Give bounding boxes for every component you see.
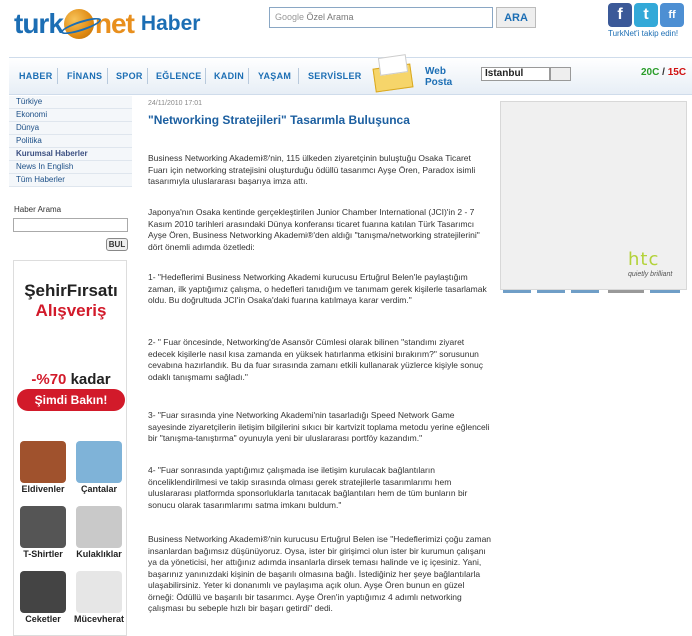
webposta-line1: Web: [425, 66, 446, 77]
news-search-button[interactable]: BUL: [106, 238, 128, 251]
category-list: [9, 96, 132, 187]
ad-cta-button[interactable]: Şimdi Bakın!: [17, 389, 125, 411]
category-ekonomi[interactable]: Ekonomi: [9, 109, 132, 122]
nav-haber[interactable]: HABER: [19, 71, 53, 81]
globe-icon: [64, 9, 94, 39]
article-paragraph: 3- "Fuar sırasında yine Networking Akademi'nin tasarladığı Speed Network Game sayesinde ziyaretçilerin iletişim bilgilerini sıkıcı bir kartvizit toplama metodu yerine eğlenceli bir "tanışma-tanıştırma" oyunuyla yeni bir uluslararası portföy kazandım.": [148, 410, 490, 443]
city-dropdown-button[interactable]: [550, 67, 571, 81]
nav-divider: [147, 68, 148, 84]
nav-servisler[interactable]: SERVİSLER: [308, 71, 362, 81]
product-tile[interactable]: [16, 571, 70, 627]
article-title: "Networking Stratejileri" Tasarımla Buluşunca: [148, 113, 410, 127]
google-label: Google: [275, 12, 305, 22]
ad-discount-suffix: kadar: [70, 371, 111, 388]
news-search-label: Haber Arama: [14, 205, 62, 214]
category-politika[interactable]: Politika: [9, 135, 132, 148]
nav-divider: [298, 68, 299, 84]
article-paragraph: 4- "Fuar sonrasında yaptığımız çalışmada ise iletişim kurulacak bağlantıların önceliklendirilmesi ve takip sırasında olması gerek stratejilerle tasarımlarımı hem uluslararası platformda sponsorluklarla tanıtacak bağlantıları hem de tüm bunların bir sonucu olarak tasarımlarımı satma imkanı buldum.": [148, 465, 468, 510]
category-turkiye[interactable]: Türkiye: [9, 96, 132, 109]
category-news-in-english[interactable]: News In English: [9, 161, 132, 174]
nav-divider: [205, 68, 206, 84]
search-placeholder: Özel Arama: [306, 12, 354, 22]
ad-tab[interactable]: [608, 290, 644, 293]
shopping-ad[interactable]: [13, 260, 127, 636]
article-paragraph: Japonya'nın Osaka kentinde gerçekleştirilen Junior Chamber International (JCI)'in 2 - 7 Kasım 2010 tarihleri arasındaki Dünya konferansı ticaret fuarına katılan Türk Tasarımcı Ayşe Ören, Business Networking Akademi®'den aldığı "tanışma/networking stratejilerini" dört önemli adımda özetledi:: [148, 207, 480, 252]
product-label: Mücevherat: [73, 614, 125, 624]
article-paragraph: 2- " Fuar öncesinde, Networking'de Asansör Cümlesi olarak bilinen "standımı ziyaret edecek kişilerle nasıl kısa zamanda en yüksek hatırlanma etkisini bırakırım?" sorusunun cevabına hazırlandık. Bu da fuar sırasında zamanı etkili kullanarak yüzlerce kişiyle sonuç odaklı tanışmamı sağladı.": [148, 337, 483, 382]
friendfeed-icon[interactable]: ff: [660, 3, 684, 27]
article-paragraph: 1- "Hedeflerimi Business Networking Akademi kurucusu Ertuğrul Belen'le paylaştığım zaman, ilk yaptığımız çalışma, o hedefleri tanıdığım ve tanımam gerek kişilerle tasarlamak oldu. Bu doğrultuda JCI'in Osaka'daki fuarına katılmaya karar verdim.": [148, 272, 487, 305]
ad-line2: Alışveriş: [35, 301, 107, 320]
temp-low: 15C: [667, 67, 687, 78]
product-label: Eldivenler: [21, 484, 65, 494]
jewelry-image: [76, 571, 122, 613]
twitter-icon[interactable]: t: [634, 3, 658, 27]
product-label: T-Shirtler: [23, 549, 63, 559]
category-kurumsal-haberler[interactable]: Kurumsal Haberler: [9, 148, 132, 161]
product-tile[interactable]: [72, 506, 126, 562]
follow-caption: TurkNet'i takip edin!: [608, 29, 679, 38]
ad-discount-value: -%70: [31, 371, 67, 388]
search-input[interactable]: [269, 7, 493, 28]
category-tum-haberler[interactable]: Tüm Haberler: [9, 174, 132, 187]
product-tile[interactable]: [72, 441, 126, 497]
htc-logo: htc: [628, 249, 660, 270]
social-links: [608, 3, 684, 27]
site-header: [0, 0, 692, 48]
temp-sep: /: [662, 67, 665, 78]
tshirt-image: [20, 506, 66, 548]
temp-high: 20C: [641, 67, 660, 78]
htc-tagline: quietly brilliant: [628, 271, 673, 278]
city-select[interactable]: Istanbul: [481, 67, 550, 81]
logo-turk: turk: [14, 8, 63, 39]
envelope-letter: [378, 54, 408, 76]
nav-divider: [248, 68, 249, 84]
main-nav: [9, 57, 692, 95]
nav-finans[interactable]: FİNANS: [67, 71, 103, 81]
ad-tabs: [500, 290, 687, 293]
nav-spor[interactable]: SPOR: [116, 71, 143, 81]
ad-tab[interactable]: [650, 290, 680, 293]
ad-line1: ŞehirFırsatı: [24, 281, 118, 300]
nav-eglence[interactable]: EĞLENCE: [156, 71, 202, 81]
product-tile[interactable]: [16, 506, 70, 562]
gloves-image: [20, 441, 66, 483]
product-label: Ceketler: [25, 614, 61, 624]
article-paragraph: Business Networking Akademi®'nin kurucusu Ertuğrul Belen ise "Hedeflerimizi çoğu zaman insanlardan bağımsız düşünüyoruz. Oysa, ister bir girişimci olun ister bir kurumun çalışanı ya da yöneticisi, her attığınız adımda insanlarla dirsek teması halinde ve iç içesiniz. Yani, başarınız yanınızdaki kişinin de başarılı olmasına bağlı. İstediğiniz her şeye bağlantılarla ulaşabilirsiniz. Yeter ki donanımlı ve paylaşıma açık olun. Ayşe Ören bunun en güzel örneği: Ödüllü ve başarılı bir tasarımcı. Ayşe Ören'in yaptığımız 4 adımlı networking çalışması bu sebeple hızlı bir başarı getirdi" dedi.: [148, 534, 492, 613]
bag-image: [76, 441, 122, 483]
jacket-image: [20, 571, 66, 613]
webposta-link[interactable]: [425, 66, 452, 88]
headphones-image: [76, 506, 122, 548]
temperature: [641, 67, 686, 78]
ad-tab[interactable]: [571, 290, 599, 293]
turknet-logo[interactable]: [14, 6, 200, 42]
logo-haber: Haber: [140, 12, 201, 35]
nav-kadin[interactable]: KADIN: [214, 71, 244, 81]
product-label: Kulaklıklar: [76, 549, 122, 559]
ad-discount: [16, 371, 126, 388]
nav-divider: [57, 68, 58, 84]
envelope-icon[interactable]: [370, 52, 416, 92]
category-dunya[interactable]: Dünya: [9, 122, 132, 135]
product-tile[interactable]: [16, 441, 70, 497]
nav-yasam[interactable]: YAŞAM: [258, 71, 292, 81]
article-paragraph: Business Networking Akademi®'nin, 115 ülkeden ziyaretçinin buluştuğu Osaka Ticaret Fuarı için networking stratejisini oluşturduğu ödüllü tasarımcı Ayşe Ören, Paradox isimli tasarımıyla uluslararası başarıya imza attı.: [148, 153, 476, 186]
search-button[interactable]: ARA: [496, 7, 536, 28]
logo-net: net: [94, 8, 134, 39]
article-date: 24/11/2010 17:01: [148, 100, 202, 107]
product-label: Çantalar: [80, 484, 117, 494]
ad-tab[interactable]: [503, 290, 531, 293]
facebook-icon[interactable]: f: [608, 3, 632, 27]
ad-tab[interactable]: [537, 290, 565, 293]
webposta-line2: Posta: [425, 77, 453, 88]
nav-divider: [107, 68, 108, 84]
product-tile[interactable]: [72, 571, 126, 627]
news-search-input[interactable]: [13, 218, 128, 232]
